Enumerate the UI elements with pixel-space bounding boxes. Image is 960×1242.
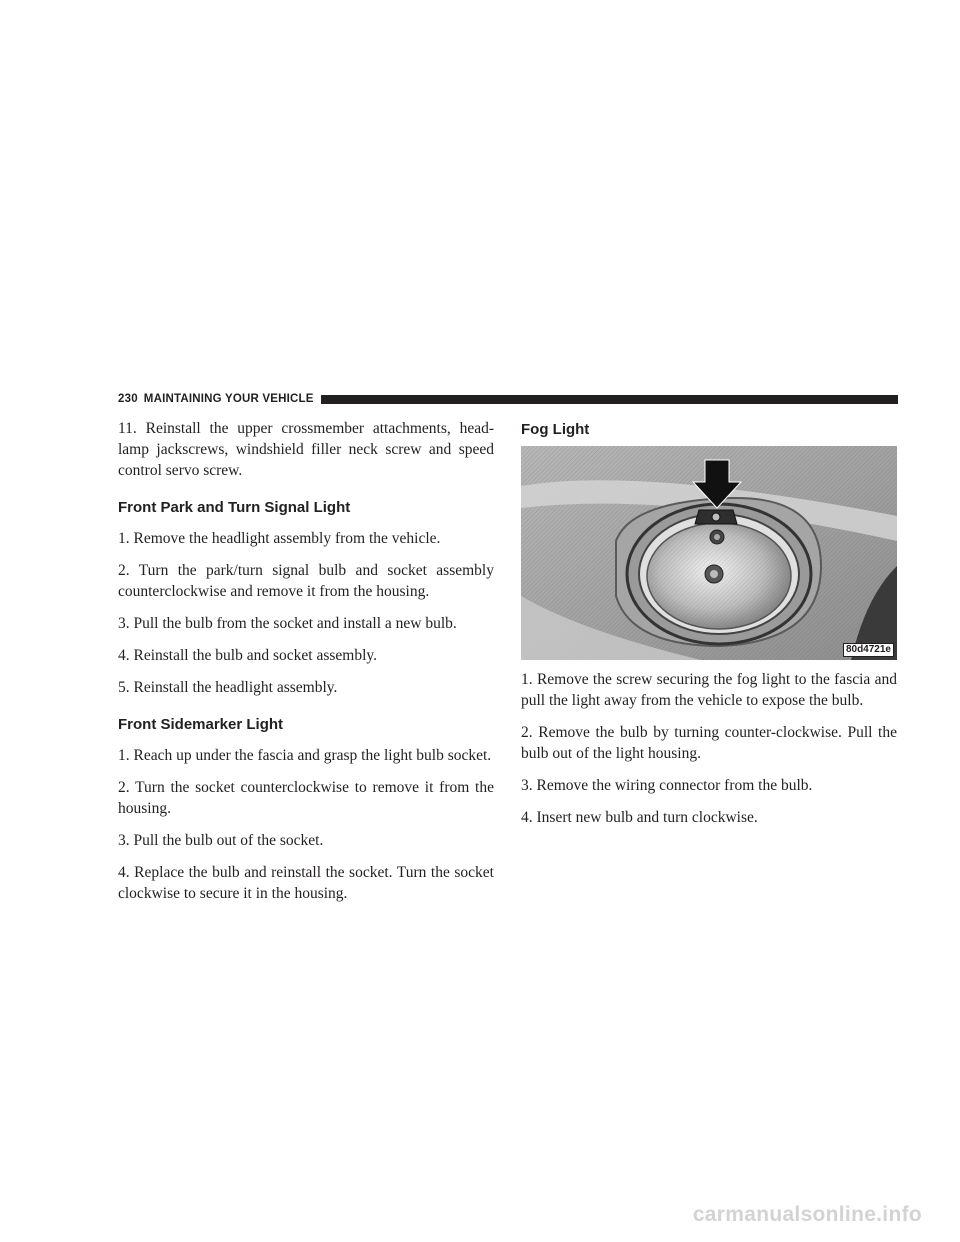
fog-step-1: 1. Remove the screw securing the fog light to the fascia and pull the light away from the vehicle to expose the bulb. [521, 671, 897, 709]
park-turn-step-5: 5. Reinstall the headlight assembly. [118, 679, 338, 696]
sidemarker-step-1: 1. Reach up under the fascia and grasp the light bulb socket. [118, 747, 492, 764]
park-turn-step-4: 4. Reinstall the bulb and socket assembly. [118, 647, 378, 664]
heading-sidemarker: Front Sidemarker Light [118, 716, 284, 733]
fog-step-4: 4. Insert new bulb and turn clockwise. [521, 809, 758, 826]
fog-step-2: 2. Remove the bulb by turning counter-clockwise. Pull the bulb out of the light housing. [521, 724, 897, 762]
park-turn-step-2: 2. Turn the park/turn signal bulb and socket assembly counterclockwise and remove it from the housing. [118, 562, 494, 600]
left-column [118, 418, 494, 915]
park-turn-step-1: 1. Remove the headlight assembly from the vehicle. [118, 530, 441, 547]
park-turn-step-3: 3. Pull the bulb from the socket and install a new bulb. [118, 615, 457, 632]
intro-step: 11. Reinstall the upper crossmember attachments, head-lamp jackscrews, windshield filler neck screw and speed control servo screw. [118, 420, 494, 479]
right-column [521, 418, 897, 839]
heading-park-turn: Front Park and Turn Signal Light [118, 499, 351, 516]
sidemarker-step-2: 2. Turn the socket counterclockwise to remove it from the housing. [118, 779, 494, 817]
figure-label: 80d4721e [843, 643, 894, 657]
fog-step-3: 3. Remove the wiring connector from the bulb. [521, 777, 813, 794]
watermark: carmanualsonline.info [692, 1203, 922, 1226]
sidemarker-step-3: 3. Pull the bulb out of the socket. [118, 832, 324, 849]
fog-light-figure [521, 446, 897, 660]
sidemarker-step-4: 4. Replace the bulb and reinstall the socket. Turn the socket clockwise to secure it in the housing. [118, 864, 494, 902]
fog-light-illustration-icon [521, 446, 897, 660]
fog-light-screw [712, 513, 720, 521]
header-rule [321, 395, 898, 404]
section-title: MAINTAINING YOUR VEHICLE [143, 393, 314, 405]
page-header [118, 391, 898, 407]
page-number: 230 [118, 393, 138, 405]
heading-fog-light: Fog Light [521, 421, 590, 438]
